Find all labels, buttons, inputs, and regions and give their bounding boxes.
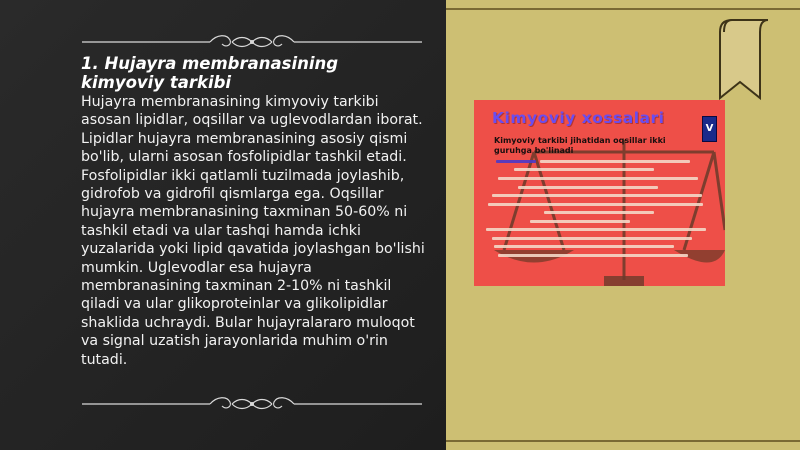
top-gold-line [446, 8, 800, 10]
image-text-line [492, 237, 692, 240]
bookmark-ribbon-icon [716, 18, 772, 102]
image-text-line [540, 160, 690, 163]
image-text-line [530, 220, 630, 223]
top-ornament-icon [82, 32, 422, 52]
body-text: Hujayra membranasining kimyoviy tarkibi asosan lipidlar, oqsillar va uglevodlardan iborat. Lipidlar hujayra membranasining asosiy qismi bo'lib, ularni asosan fosfolipidlar tashkil etadi. Fosfolipidlar ikki qatlamli tuzilmada joylashib, gidrofob va gidrofil qismlarga ega. Oqsillar hujayra membranasining taxminan 50-60% ni tashkil etadi va ular tashqi hamda ichki yuzalarida yoki lipid qavatida joylashgan bo'lishi mumkin. Uglevodlar esa hujayra membranasining taxminan 2-10% ni tashkil qiladi va ular glikoproteinlar va glikolipidlar shaklida uchraydi. Bular hujayralararo muloqot va signal uzatish jarayonlarida muhim o'rin tutadi. [81, 94, 425, 368]
embedded-slide-image [474, 100, 725, 286]
image-text-line [488, 203, 703, 206]
image-text-line [494, 245, 674, 248]
image-subtitle: Kimyoviy tarkibi jihatidan oqsillar ikki guruhga bo'linadi [494, 136, 666, 155]
image-text-line [496, 160, 536, 163]
image-title: Kimyoviy xossalari [492, 109, 665, 127]
badge: V [702, 116, 717, 142]
page-title: 1. Hujayra membranasining kimyoviy tarkibi [81, 54, 339, 92]
image-text-line [498, 254, 688, 257]
image-text-line [492, 194, 702, 197]
bottom-gold-line [446, 440, 800, 442]
image-text-line [498, 177, 698, 180]
image-text-line [486, 228, 706, 231]
image-text-line [514, 168, 654, 171]
image-text-line [518, 186, 658, 189]
bottom-ornament-icon [82, 394, 422, 414]
balance-scale-icon [474, 100, 725, 286]
image-text-line [544, 211, 654, 214]
